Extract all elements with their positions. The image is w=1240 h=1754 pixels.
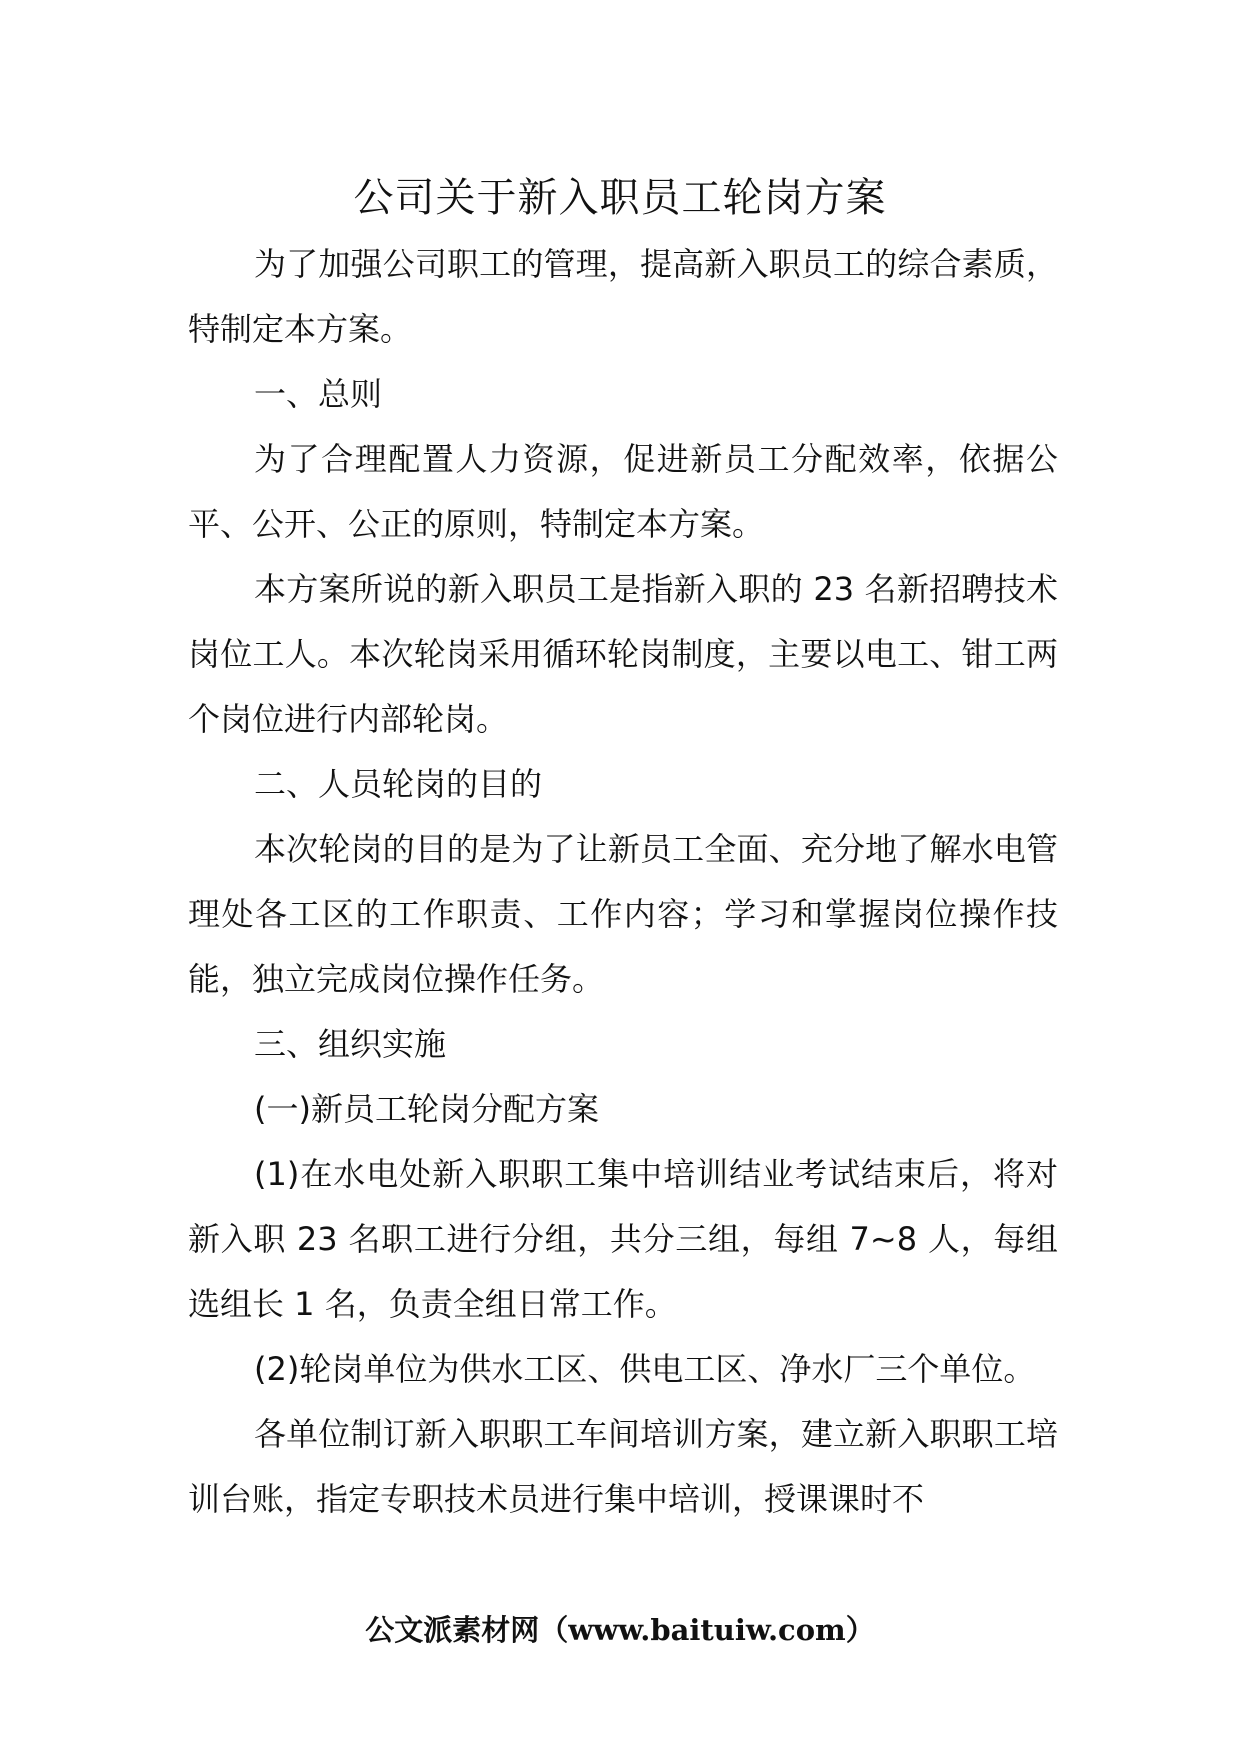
section-heading-objective: 二、人员轮岗的目的 [254,765,543,803]
section-heading-implementation: 三、组织实施 [254,1025,447,1063]
paragraph-intro: 为了加强公司职工的管理，提高新入职员工的综合素质，特制定本方案。 [188,245,1058,348]
paragraph-scope: 本方案所说的新入职员工是指新入职的 23 名新招聘技术岗位工人。本次轮岗采用循环轮岗制度，主要以电工、钳工两个岗位进行内部轮岗。 [188,570,1058,738]
paragraph-objective: 本次轮岗的目的是为了让新员工全面、充分地了解水电管理处各工区的工作职责、工作内容；学习和掌握岗位操作技能，独立完成岗位操作任务。 [188,830,1058,998]
document-title: 公司关于新入职员工轮岗方案 [353,175,887,221]
paragraph-item-2: (2)轮岗单位为供水工区、供电工区、净水厂三个单位。 [254,1350,1036,1388]
document-body [188,232,1058,1532]
subsection-heading-allocation: (一)新员工轮岗分配方案 [254,1090,599,1128]
section-heading-general: 一、总则 [254,375,383,413]
paragraph-item-1: (1)在水电处新入职职工集中培训结业考试结束后，将对新入职 23 名职工进行分组，共分三组，每组 7~8 人，每组选组长 1 名，负责全组日常工作。 [188,1155,1058,1323]
paragraph-general-purpose: 为了合理配置人力资源，促进新员工分配效率，依据公平、公开、公正的原则，特制定本方案。 [188,440,1058,543]
footer-watermark: 公文派素材网（www.baituiw.com） [365,1613,875,1647]
paragraph-training: 各单位制订新入职职工车间培训方案，建立新入职职工培训台账，指定专职技术员进行集中培训，授课课时不 [188,1415,1058,1518]
